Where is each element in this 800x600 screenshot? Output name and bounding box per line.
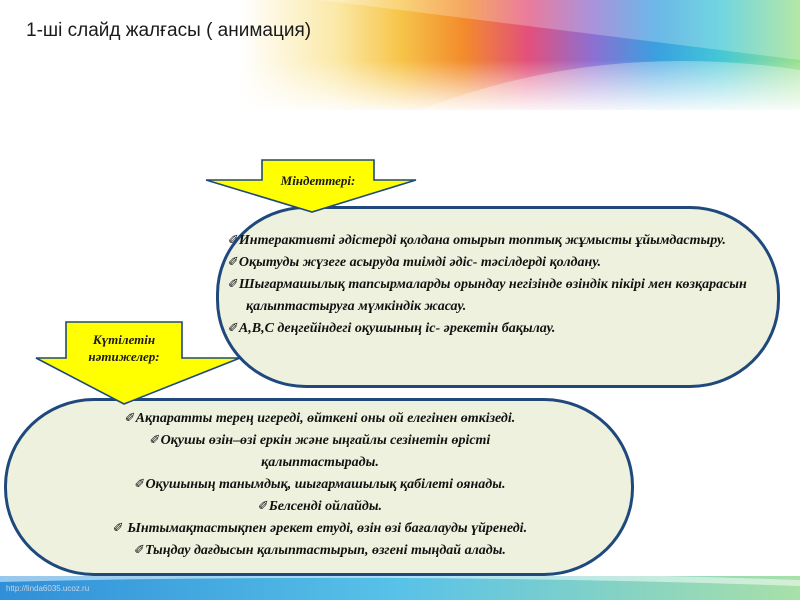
result-item: ✐Белсенді ойлайды. [257,499,383,514]
tasks-callout-label: Міндеттері: [280,173,356,188]
result-item: ✐ Ынтымақтастықпен әрекет етуді, өзін өзі бағалауды үйренеді. [112,521,528,536]
check-icon: ✐ [228,321,239,336]
check-icon: ✐ [124,411,136,426]
results-callout-label-2: нәтижелер: [88,349,160,364]
result-item: ✐Тыңдау дағдысын қалыптастырып, өзгені тыңдай алады. [134,543,506,558]
check-icon: ✐ [228,233,239,248]
task-item: ✐Интерактивті әдістерді қолдана отырып топтық жұмысты ұйымдастыру. [228,233,726,248]
task-item: ✐Оқытуды жүзеге асыруда тиімді әдіс- тәсілдерді қолдану. [228,255,602,270]
task-item: ✐Шығармашылық тапсырмаларды орындау негізінде өзіндік пікірі мен көзқарасын қалыптастыруға мүмкіндік жасау. [228,277,747,314]
check-icon: ✐ [228,255,239,270]
tasks-list [228,230,768,340]
result-item: ✐Ақпаратты терең игереді, өйткені оны ой елегінен өткізеді. [124,411,516,426]
result-item: ✐Оқушының танымдық, шығармашылық қабілеті оянады. [134,477,506,492]
check-icon: ✐ [112,521,124,536]
check-icon: ✐ [257,499,269,514]
check-icon: ✐ [149,433,161,448]
check-icon: ✐ [134,477,146,492]
results-list [40,408,600,562]
task-item: ✐А,В,С деңгейіндегі оқушының іс- әрекетін бақылау. [228,321,556,336]
check-icon: ✐ [228,277,239,292]
check-icon: ✐ [134,543,145,558]
result-item: ✐Оқушы өзін–өзі еркін және ыңғайлы сезінетін өрісті қалыптастырады. [149,433,491,470]
watermark-url: http://linda6035.ucoz.ru [6,584,90,593]
results-callout-label-1: Күтілетін [92,332,156,347]
slide-title: 1-ші слайд жалғасы ( анимация) [26,20,312,41]
